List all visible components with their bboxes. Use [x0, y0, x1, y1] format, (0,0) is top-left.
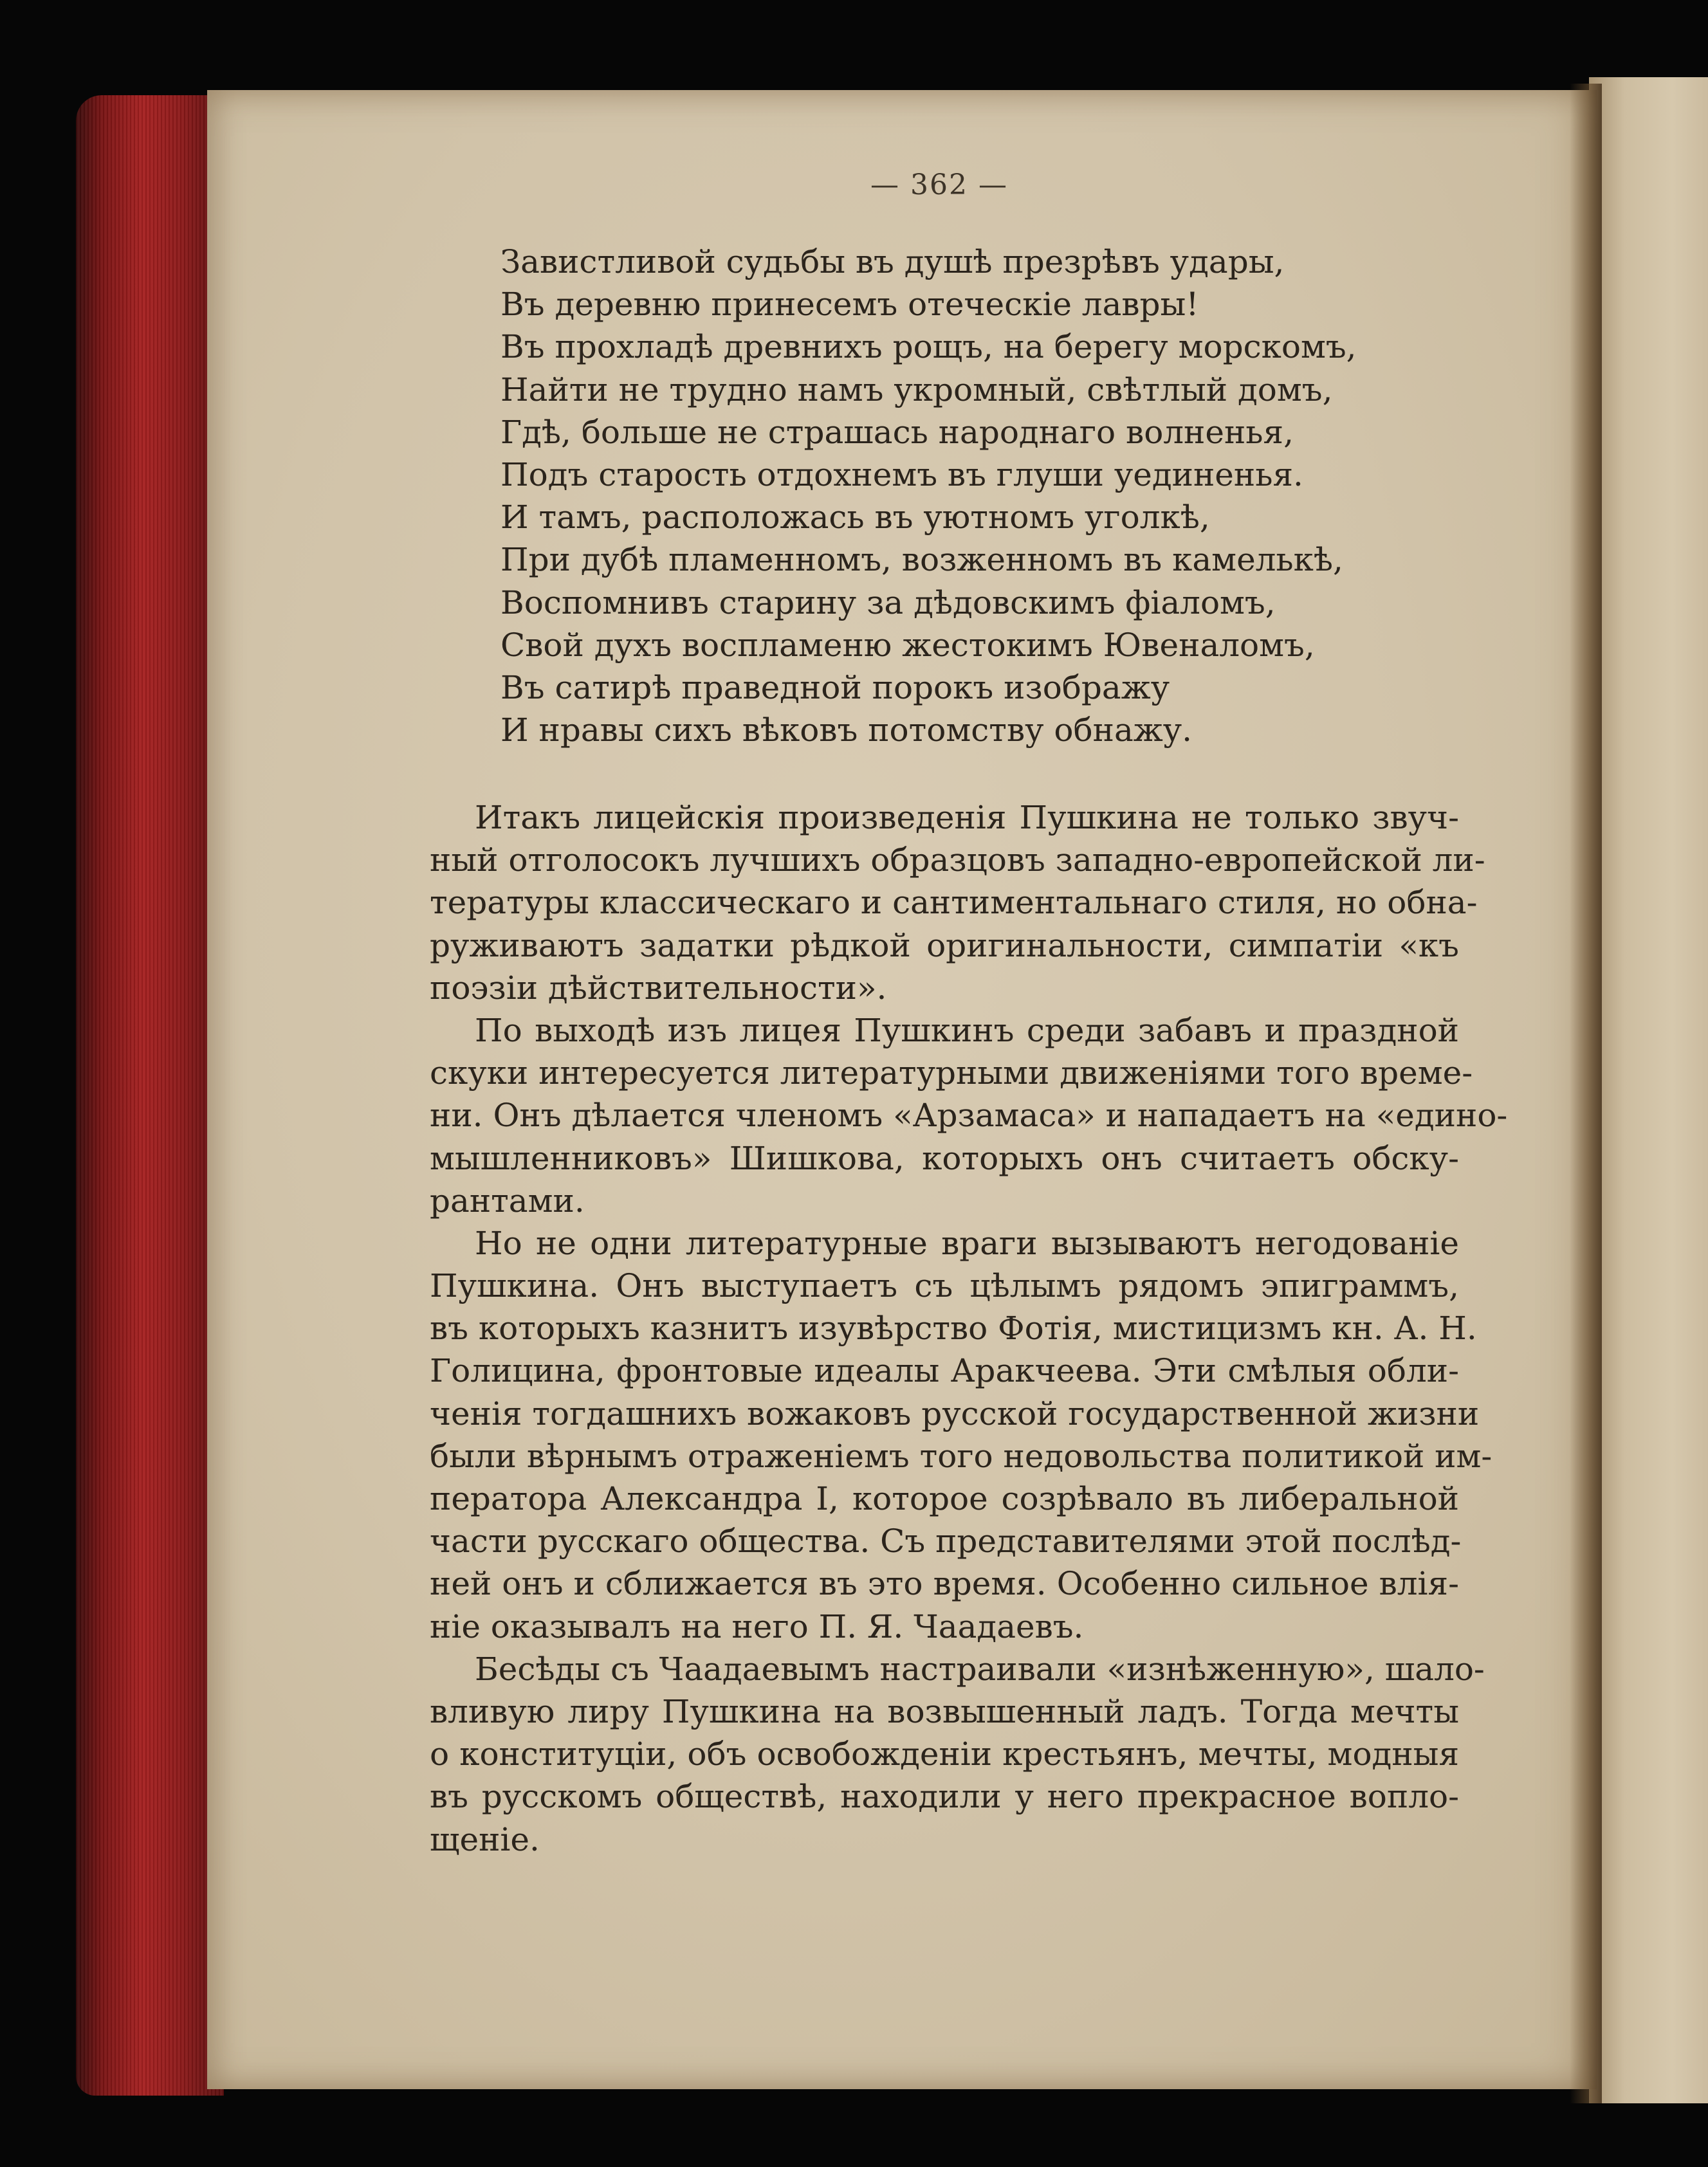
poem-line: Въ сатирѣ праведной порокъ изображу [500, 668, 1170, 706]
paragraph [430, 796, 1485, 1009]
paragraph [430, 1009, 1508, 1222]
text-line: въ которыхъ казнитъ изувѣрство Фотія, мистицизмъ кн. А. Н. [430, 1310, 1477, 1348]
poem-line: Въ деревню принесемъ отеческіе лавры! [500, 286, 1199, 324]
facing-page-edge [1589, 77, 1708, 2103]
poem-line: Свой духъ воспламеню жестокимъ Ювеналомъ, [500, 626, 1315, 664]
text-line: рантами. [430, 1182, 585, 1220]
text-line: ченія тогдашнихъ вожаковъ русской государственной жизни [430, 1394, 1480, 1432]
poem-line: Въ прохладѣ древнихъ рощъ, на берегу морскомъ, [500, 328, 1357, 366]
text-line: вливую лиру Пушкина на возвышенный ладъ. Тогда мечты [430, 1692, 1459, 1730]
text-line: о конституціи, объ освобожденіи крестьянъ, мечты, модныя [430, 1735, 1459, 1773]
text-line: руживаютъ задатки рѣдкой оригинальности, симпатіи «къ [430, 926, 1459, 964]
text-line: По выходѣ изъ лицея Пушкинъ среди забавъ и праздной [475, 1011, 1459, 1049]
page-number: — 362 — [870, 169, 1008, 201]
text-line: Итакъ лицейскія произведенія Пушкина не только звуч- [475, 799, 1459, 836]
text-line: мышленниковъ» Шишкова, которыхъ онъ считаетъ обску- [430, 1139, 1459, 1177]
text-line: поэзіи дѣйствительности». [430, 969, 887, 1007]
text-line: тературы классическаго и сантиментальнаго стиля, но обна- [430, 884, 1478, 922]
poem-block [500, 241, 1357, 751]
poem-line: И нравы сихъ вѣковъ потомству обнажу. [500, 711, 1193, 749]
book-gutter [1570, 84, 1602, 2103]
text-line: ни. Онъ дѣлается членомъ «Арзамаса» и нападаетъ на «едино- [430, 1097, 1508, 1135]
text-line: въ русскомъ обществѣ, находили у него прекрасное вопло- [430, 1778, 1459, 1816]
poem-line: Подъ старость отдохнемъ въ глуши уединенья. [500, 455, 1303, 493]
text-line: ней онъ и сближается въ это время. Особенно сильное влія- [430, 1565, 1459, 1603]
book-page-edges [76, 95, 224, 2096]
text-line: Пушкина. Онъ выступаетъ съ цѣлымъ рядомъ эпиграммъ, [430, 1267, 1459, 1305]
text-line: щеніе. [430, 1820, 540, 1858]
text-line: Голицина, фронтовые идеалы Аракчеева. Эти смѣлыя обли- [430, 1352, 1459, 1390]
text-line: ператора Александра I, которое созрѣвало въ либеральной [430, 1480, 1459, 1517]
text-line: части русскаго общества. Съ представителями этой послѣд- [430, 1522, 1462, 1560]
prose-block [430, 796, 1508, 1861]
poem-line: Гдѣ, больше не страшась народнаго волненья, [500, 413, 1294, 451]
poem-line: При дубѣ пламенномъ, возженномъ въ камелькѣ, [500, 541, 1343, 579]
poem-line: Найти не трудно намъ укромный, свѣтлый домъ, [500, 370, 1333, 408]
poem-line: И тамъ, расположась въ уютномъ уголкѣ, [500, 498, 1210, 536]
text-line: Бесѣды съ Чаадаевымъ настраивали «изнѣженную», шало- [475, 1650, 1485, 1688]
text-line: ный отголосокъ лучшихъ образцовъ западно-европейской ли- [430, 841, 1485, 879]
text-line: ніе оказывалъ на него П. Я. Чаадаевъ. [430, 1607, 1084, 1645]
paragraph [430, 1648, 1485, 1861]
poem-line: Воспомнивъ старину за дѣдовскимъ фіаломъ, [500, 583, 1276, 621]
poem-line: Завистливой судьбы въ душѣ презрѣвъ удары, [500, 243, 1285, 280]
text-line: скуки интересуется литературными движеніями того време- [430, 1054, 1473, 1092]
text-line: были вѣрнымъ отраженіемъ того недовольства политикой им- [430, 1437, 1492, 1475]
text-line: Но не одни литературные враги вызываютъ негодованіе [475, 1224, 1459, 1262]
paragraph [430, 1222, 1492, 1648]
